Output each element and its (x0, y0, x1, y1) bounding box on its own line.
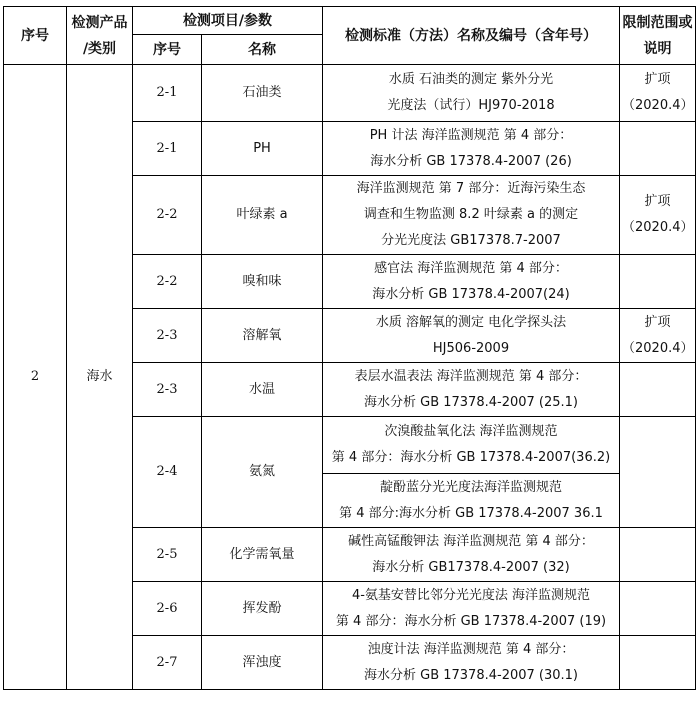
standard-line: 第 4 部分：海水分析 GB 17378.4-2007 (19) (335, 613, 607, 629)
item-name: 石油类 (202, 65, 323, 122)
standard-line: 第 4 部分：海水分析 GB 17378.4-2007(36.2) (331, 450, 611, 465)
item-limit (620, 636, 696, 690)
item-standard (323, 528, 620, 582)
standard-line: 海水分析 GB 17378.4-2007 (25.1) (363, 394, 578, 410)
item-name: PH (202, 122, 323, 176)
limit-line: （2020.4） (622, 98, 694, 113)
item-name: 水温 (202, 363, 323, 417)
item-name: 挥发酚 (202, 582, 323, 636)
item-name: 溶解氧 (202, 309, 323, 363)
item-name: 化学需氧量 (202, 528, 323, 582)
standard-line: 海水分析 GB17378.4-2007 (32) (372, 559, 570, 575)
header-item-name: 名称 (202, 35, 323, 65)
limit-line: 扩项 (644, 314, 671, 330)
header-standard: 检测标准（方法）名称及编号（含年号） (323, 7, 620, 65)
item-limit (620, 309, 696, 363)
limit-line: （2020.4） (622, 220, 694, 235)
header-seq: 序号 (4, 7, 67, 65)
item-standard (323, 176, 620, 255)
header-item-seq: 序号 (133, 35, 202, 65)
item-seq: 2-3 (133, 309, 202, 363)
item-limit (620, 528, 696, 582)
item-seq: 2-3 (133, 363, 202, 417)
item-standard (323, 363, 620, 417)
item-seq: 2-6 (133, 582, 202, 636)
item-limit (620, 417, 696, 528)
item-standard (323, 636, 620, 690)
standard-line: 浊度计法 海洋监测规范 第 4 部分： (367, 641, 575, 657)
item-limit (620, 582, 696, 636)
item-standard (323, 582, 620, 636)
item-limit (620, 122, 696, 176)
limit-line: 扩项 (644, 194, 671, 209)
header-limit: 限制范围或 说明 (620, 7, 696, 65)
item-name: 嗅和味 (202, 255, 323, 309)
item-limit (620, 65, 696, 122)
standard-line: 水质 石油类的测定 紫外分光 (388, 72, 554, 87)
item-standard (323, 122, 620, 176)
item-seq: 2-1 (133, 122, 202, 176)
standard-line: HJ506-2009 (432, 340, 510, 356)
item-seq: 2-1 (133, 65, 202, 122)
item-limit (620, 363, 696, 417)
table-row (4, 65, 696, 122)
standard-line: 海洋监测规范 第 7 部分：近海污染生态 (356, 181, 586, 196)
item-name: 氨氮 (202, 417, 323, 528)
standard-line: 光度法（试行）HJ970-2018 (387, 98, 555, 113)
standard-line: 第 4 部分:海水分析 GB 17378.4-2007 36.1 (339, 505, 603, 521)
item-limit (620, 255, 696, 309)
item-seq: 2-4 (133, 417, 202, 528)
limit-line: 扩项 (644, 72, 671, 87)
item-name: 叶绿素 a (202, 176, 323, 255)
item-limit (620, 176, 696, 255)
standard-line: 水质 溶解氧的测定 电化学探头法 (375, 314, 567, 330)
item-seq: 2-2 (133, 176, 202, 255)
standard-line: 4-氨基安替比邻分光光度法 海洋监测规范 (351, 587, 591, 603)
item-name: 浑浊度 (202, 636, 323, 690)
standard-line: 碱性高锰酸钾法 海洋监测规范 第 4 部分： (348, 533, 594, 549)
item-standard (323, 309, 620, 363)
item-seq: 2-7 (133, 636, 202, 690)
group-seq: 2 (4, 65, 67, 690)
item-standard (323, 255, 620, 309)
standard-line: 海水分析 GB 17378.4-2007 (26) (370, 153, 572, 169)
header-item-param: 检测项目/参数 (133, 7, 323, 35)
item-standard-alt (323, 474, 620, 528)
standard-line: 调查和生物监测 8.2 叶绿素 a 的测定 (363, 207, 579, 222)
standard-line: 感官法 海洋监测规范 第 4 部分： (374, 260, 568, 276)
item-standard (323, 417, 620, 474)
group-product: 海水 (67, 65, 133, 690)
header-product: 检测产品 /类别 (67, 7, 133, 65)
standards-table (3, 6, 696, 690)
item-seq: 2-5 (133, 528, 202, 582)
standard-line: 分光光度法 GB17378.7-2007 (381, 233, 561, 248)
limit-line: （2020.4） (622, 340, 694, 356)
standard-line: 靛酚蓝分光光度法海洋监测规范 (379, 479, 562, 495)
standard-line: 海水分析 GB 17378.4-2007 (30.1) (363, 667, 578, 683)
item-seq: 2-2 (133, 255, 202, 309)
standard-line: PH 计法 海洋监测规范 第 4 部分： (369, 127, 573, 143)
item-standard (323, 65, 620, 122)
standard-line: 海水分析 GB 17378.4-2007(24) (372, 286, 570, 302)
standard-line: 表层水温表法 海洋监测规范 第 4 部分： (354, 368, 588, 384)
standard-line: 次溴酸盐氧化法 海洋监测规范 (384, 424, 558, 439)
